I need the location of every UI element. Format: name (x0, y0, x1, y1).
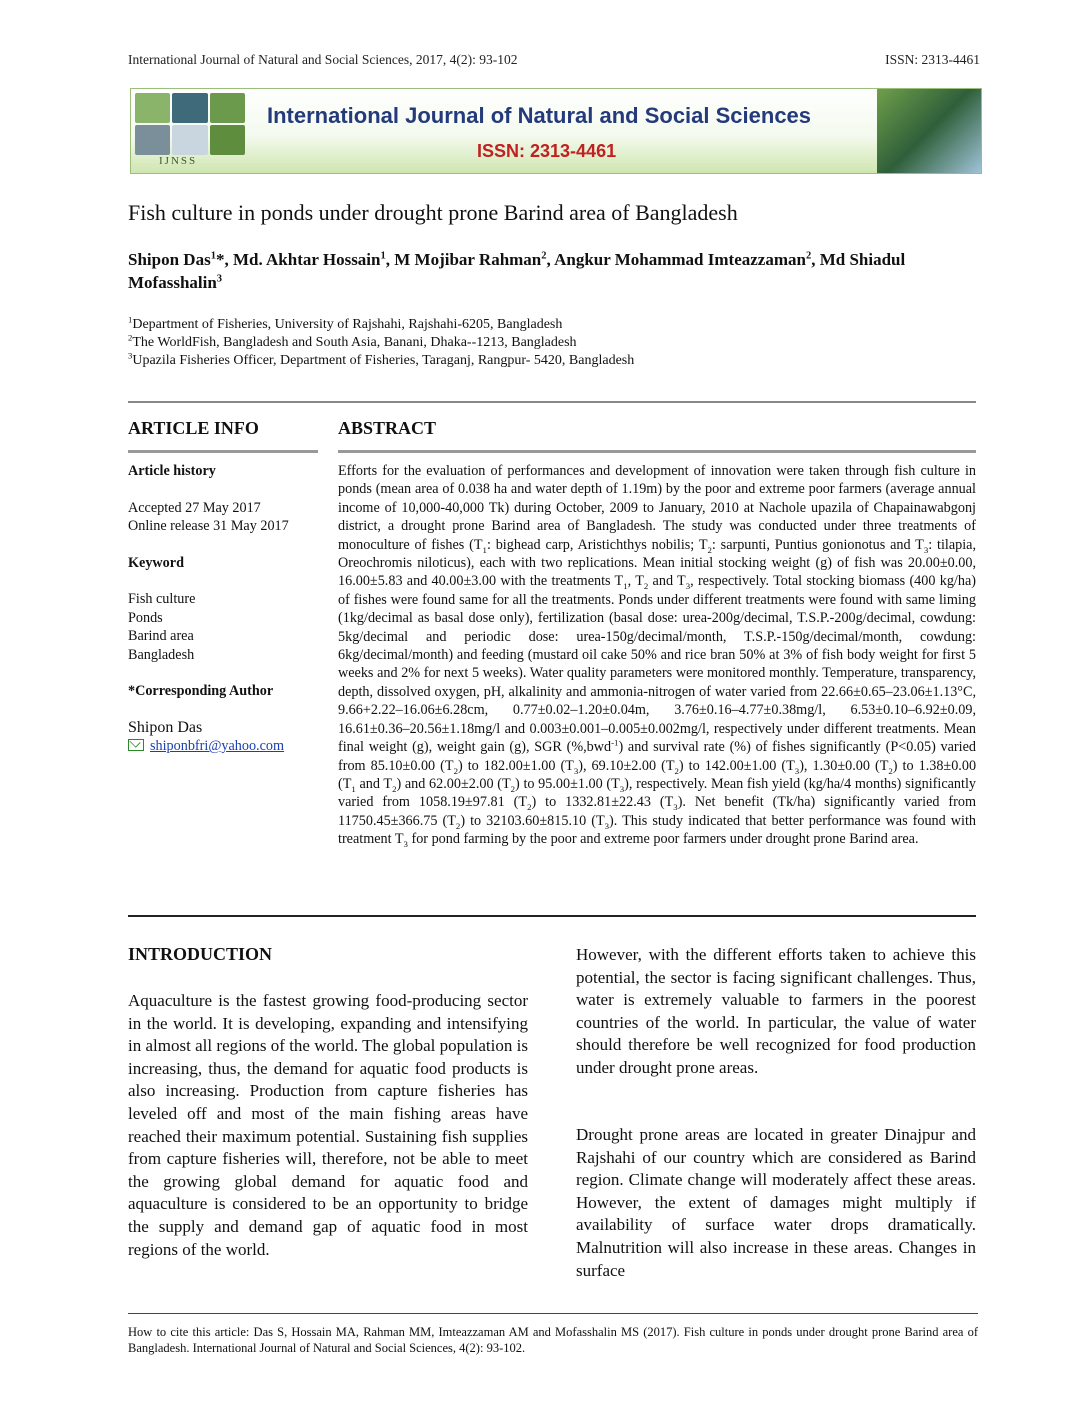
author-name: Md. Akhtar Hossain (232, 250, 381, 269)
abstract-text-run: ) and survival rate (%) of fishes significantly (P<0.05) varied from 85.10±0.00 (T (338, 739, 976, 774)
abstract-text-run: ) to 95.00±1.00 (T (515, 775, 620, 792)
abstract-text-run: ), respectively. Mean fish yield (kg/ha/4 months) significantly varied from 1058.19±97.81 (T (338, 775, 976, 811)
affiliation-number: 3 (128, 350, 133, 361)
keyword-item: Bangladesh (128, 646, 195, 663)
abstract-subscript: 2 (510, 783, 516, 794)
introduction-heading: INTRODUCTION (128, 944, 273, 964)
banner-photo-collage (135, 93, 245, 155)
abstract-subscript: 3 (604, 820, 610, 831)
affiliation-number: 1 (128, 314, 133, 325)
abstract-text-run: ) to 1.38±0.00 (T (338, 757, 977, 792)
abstract-subscript: 1 (482, 544, 487, 555)
corresponding-author-name: Shipon Das (128, 718, 203, 736)
abstract-text-run: ). Net benefit (Tk/ha) significantly varied from 11750.45±366.75 (T (338, 794, 977, 829)
affiliation-text: Department of Fisheries, University of Rajshahi, Rajshahi-6205, Bangladesh (132, 317, 563, 332)
abstract-text-run: ) and 62.00±2.00 (T (396, 775, 511, 792)
keyword-item: Ponds (128, 609, 163, 626)
abstract-subscript: 2 (707, 544, 712, 555)
abstract-subscript: 1 (351, 783, 356, 794)
abstract-text-run: and T (355, 775, 393, 792)
abstract-text-run: ), 69.10±2.00 (T (578, 757, 675, 774)
author-affil-mark: 1 (380, 250, 386, 262)
intro-paragraph-3: Drought prone areas are located in greater Dinajpur and Rajshahi of our country which are considered as Barind region. Climate change will moderately affect these areas. However, the extent of damages might multiply if availability of surface water drops dramatically. Malnutrition will also increase in these areas. Changes in surface (576, 1125, 976, 1280)
abstract-subscript: 2 (455, 820, 461, 831)
corresponding-mark: * (215, 250, 225, 269)
footer-divider (128, 1313, 978, 1314)
abstract-text-run: and T (648, 573, 686, 590)
banner-right-photo (877, 89, 981, 173)
abstract-text-run: for pond farming by the poor and extreme poor farmers under drought prone Barind area. (407, 831, 919, 848)
abstract-text-run: : bighead carp, Aristichthys nobilis; T (486, 536, 708, 553)
author-name: M Mojibar Rahman (394, 250, 542, 269)
author-affil-mark: 2 (541, 250, 547, 262)
abstract-subscript: 3 (573, 765, 579, 776)
intro-paragraph-2: However, with the different efforts taken to achieve this potential, the sector is facing significant challenges. Thus, water is extremely valuable to farmers in the poorest countries of the world. In particular, the value of water should therefore be well recognized for food production under drought prone areas. (576, 945, 976, 1077)
banner-issn: ISSN: 2313-4461 (477, 141, 617, 161)
intro-paragraph-1: Aquaculture is the fastest growing food-producing sector in the world. It is developing, expanding and intensifying in almost all regions of the world. The global population is increasing, thus, the demand for aquatic food products is also increasing. Production from capture fisheries has leveled off and most of the main fishing areas have reached their maximum potential. Sustaining fish supplies from capture fisheries will, therefore, not be able to meet the growing global demand for aquatic food and aquaculture is considered to be an opportunity to bridge the supply and demand gap of aquatic food in most regions of the world. (128, 991, 528, 1259)
author-list: Shipon Das$^1$*, Md. Akhtar Hossain$^1$, M Mojibar Rahman$^2$, Angkur Mohammad Imteazzaman$^2$, Md Shiadul Mofasshalin$^3$ (128, 250, 906, 292)
affiliation-number: 2 (128, 332, 133, 343)
abstract-text-run: : sarpunti, Puntius gonionotus and T (711, 536, 924, 553)
corresponding-author-label: *Corresponding Author (128, 683, 274, 699)
abstract-text-run: ) to 1332.81±22.43 (T (531, 794, 674, 811)
journal-banner (130, 88, 982, 174)
author-affil-mark: 3 (216, 273, 223, 285)
abstract-text-run: Efforts for the evaluation of performances and development of innovation were taken through fish culture in ponds (mean area of 0.038 ha and water depth of 1.19m) by the poor and extreme poor farmers (average annual income of 10,000-40,000 Tk) during October, 2009 to January, 2010 at Nachole upazila of Chapainawabgonj district, a drought prone Barind area of Bangladesh. The study was conducted under three treatments of monoculture of fishes (T (338, 463, 976, 553)
affiliation (128, 352, 634, 370)
article-info-underline (128, 450, 318, 453)
author-affil-mark: 2 (805, 250, 812, 262)
affiliation-text: Upazila Fisheries Officer, Department of Fisheries, Taraganj, Rangpur- 5420, Bangladesh (132, 353, 635, 368)
abstract-text-run: , respectively. Total stocking biomass (400 kg/ha) of fishes were found same for all the treatments. Ponds under different treatments were found with same liming (1kg/decimal as basal dose only), fertilization (basal dose: urea-200g/decimal, T.S.P.-200g/decimal, cowdung: 5kg/decimal and periodic dose: urea-150g/decimal/month, T.S.P.-150g/decimal/month, cowdung: 6kg/decimal/month) and feeding (mustard oil cake 50% and rice bran 50% at 3% of fish body weight for first 5 weeks and 2% for next 5 weeks). Water quality parameters were monitored monthly. Temperature, transparency, depth, dissolved oxygen, pH, alkalinity and ammonia-nitrogen of water varied from 22.66±0.65–23.06±1.13°C, 9.66+2.22–16.06±6.28cm, 0.77±0.02–1.20±0.04m, 3.76±0.16–4.77±0.38mg/l, 6.53±0.10–6.92±0.09, 16.61±0.36–20.56±1.18mg/l and 0.003±0.001–0.005±0.002mg/l, respectively under different treatments. Mean final weight (g), weight gain (g), SGR (%,bwd (338, 573, 976, 756)
abstract-text-run: ) to 32103.60±815.10 (T (460, 812, 605, 829)
banner-journal-title: International Journal of Natural and Social Sciences (267, 103, 812, 128)
abstract-text-run: : tilapia, Oreochromis niloticus), each with two replications. Mean initial stocking weight (g) of fish was 20.00±0.00, 16.00±5.83 and 40.00±3.00 with the treatments T (338, 536, 976, 590)
accepted-date: Accepted 27 May 2017 (128, 499, 261, 516)
banner-logo-text: IJNSS (159, 155, 198, 167)
abstract-subscript: 3 (619, 783, 625, 794)
article-info-heading: ARTICLE INFO (128, 418, 259, 438)
abstract-heading: ABSTRACT (338, 418, 437, 438)
email-link[interactable]: shiponbfri@yahoo.com (150, 738, 285, 754)
running-header-issn: ISSN: 2313-4461 (885, 52, 980, 67)
affiliation (128, 316, 634, 334)
abstract-subscript: 3 (794, 765, 800, 776)
divider-abstract-bottom (128, 915, 976, 917)
email-icon (128, 739, 144, 751)
running-header-citation: International Journal of Natural and Social Sciences, 2017, 4(2): 93-102 (128, 52, 518, 67)
abstract-subscript: 2 (643, 581, 649, 592)
abstract-subscript: 2 (674, 765, 679, 776)
abstract-subscript: 3 (685, 581, 691, 592)
author-name: Md Shiadul Mofasshalin (128, 250, 906, 292)
abstract-subscript: 3 (673, 802, 678, 813)
abstract-text-run: ), 1.30±0.00 (T (799, 757, 889, 774)
author-affil-mark: 1 (210, 250, 216, 262)
keyword-item: Fish culture (128, 591, 196, 607)
online-release-date: Online release 31 May 2017 (128, 518, 289, 534)
how-to-cite: How to cite this article: Das S, Hossain MA, Rahman MM, Imteazzaman AM and Mofasshalin MS (2017). Fish culture in ponds under drought prone Barind area of Bangladesh. International Journal of Natural and Social Sciences, 4(2): 93-102. (128, 1325, 978, 1355)
article-info-panel (128, 462, 318, 756)
abstract-superscript: -1 (611, 737, 619, 748)
abstract-subscript: 2 (888, 765, 893, 776)
abstract-subscript: 2 (453, 765, 458, 776)
abstract-subscript: 1 (623, 581, 628, 592)
abstract-subscript: 3 (923, 544, 929, 555)
affiliations (128, 316, 634, 370)
abstract-text-run: ) to 182.00±1.00 (T (457, 757, 574, 774)
affiliation-text: The WorldFish, Bangladesh and South Asia, Banani, Dhaka--1213, Bangladesh (132, 335, 577, 350)
abstract-body (338, 462, 976, 849)
abstract-text-run: , T (627, 573, 644, 590)
abstract-text-run: ). This study indicated that better performance was found with treatment T (338, 812, 976, 848)
abstract-text-run: ) to 142.00±1.00 (T (678, 757, 795, 774)
divider-top (128, 401, 976, 403)
abstract-subscript: 3 (403, 838, 408, 849)
abstract-subscript: 2 (392, 783, 397, 794)
affiliation (128, 334, 634, 352)
article-history-label: Article history (128, 463, 216, 479)
abstract-underline (338, 450, 976, 453)
author-name: Shipon Das (128, 250, 211, 269)
keyword-label: Keyword (128, 554, 184, 571)
keyword-item: Barind area (128, 628, 194, 644)
abstract-subscript: 2 (527, 802, 532, 813)
paper-title: Fish culture in ponds under drought prone Barind area of Bangladesh (128, 200, 738, 225)
author-name: Angkur Mohammad Imteazzaman (554, 250, 806, 269)
